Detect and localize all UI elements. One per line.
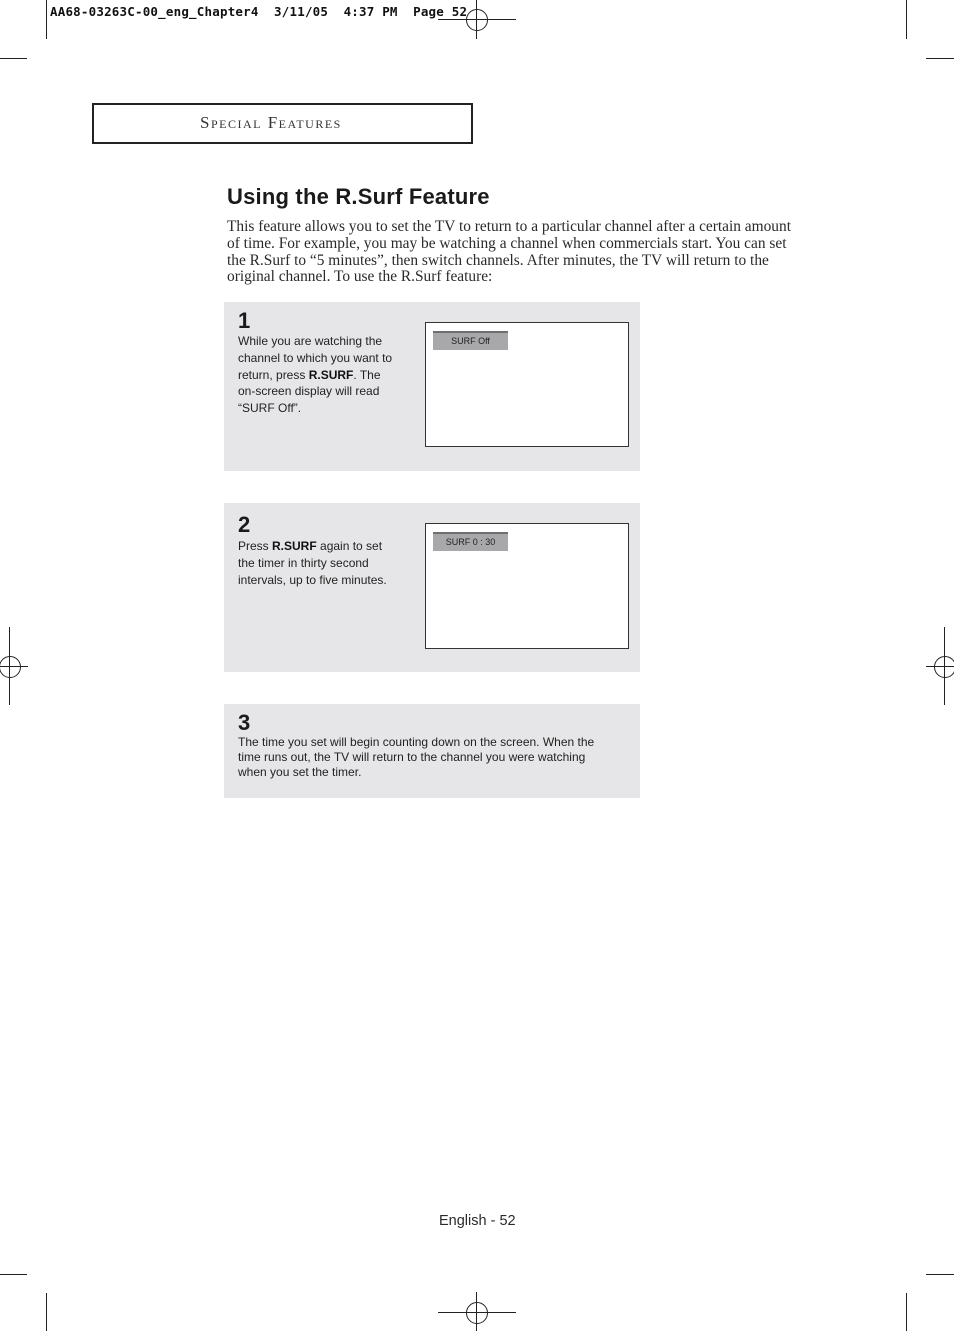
print-slug: AA68-03263C-00_eng_Chapter4 3/11/05 4:37 PM Page 52 [50, 4, 468, 19]
step-number: 1 [238, 308, 251, 333]
tv-screen [425, 322, 629, 447]
step-instruction: Press R.SURF again to set the timer in thirty second intervals, up to five minutes. [238, 539, 387, 587]
step-instruction: While you are watching the channel to which you want to return, press R.SURF. The on-screen display will read “SURF Off”. [238, 334, 393, 416]
step-instruction: The time you set will begin counting down on the screen. When the time runs out, the TV will return to the channel you were watching when you set the timer. [238, 735, 595, 779]
page-footer: English - 52 [439, 1213, 516, 1229]
tv-screen [425, 523, 629, 649]
section-label: Special Features [200, 113, 342, 132]
step-2-panel [224, 503, 640, 672]
intro-paragraph: This feature allows you to set the TV to return to a particular channel after a certain amount of time. For example, you may be watching a channel when commercials start. You can set the R.Surf to “5 minutes”, then switch channels. After minutes, the TV will return to the original channel. To use the R.Surf feature: [227, 218, 791, 286]
page-title: Using the R.Surf Feature [227, 184, 490, 209]
step-1-panel [224, 302, 640, 471]
step-number: 2 [238, 512, 251, 537]
osd-label: SURF Off [433, 331, 508, 350]
step-number: 3 [238, 710, 251, 735]
section-header [92, 103, 473, 144]
step-3-panel [224, 704, 640, 798]
osd-label: SURF 0 : 30 [433, 532, 508, 551]
